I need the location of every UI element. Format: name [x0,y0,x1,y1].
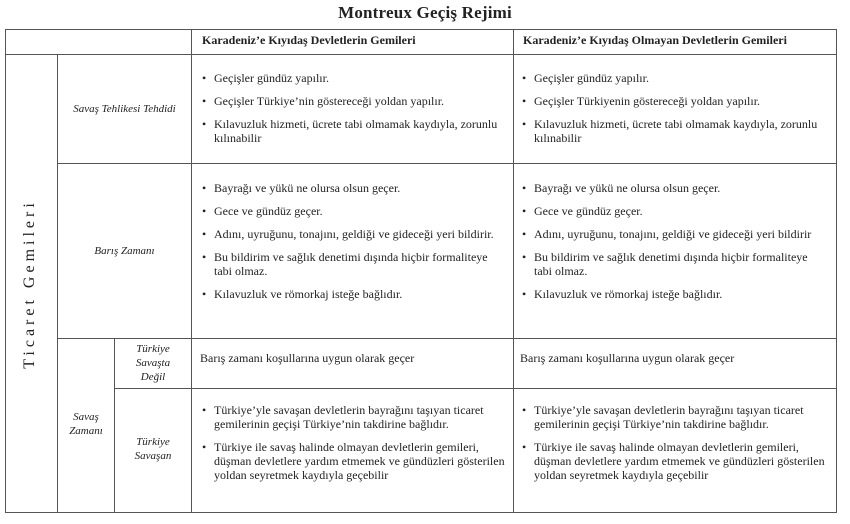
row-label-war-line2: Zamanı [69,425,103,437]
row-label-peace: Barış Zamanı [94,245,155,257]
list-item: • Bayrağı ve yükü ne olursa olsun geçer. [520,181,820,195]
row-label-not-at-war-line1: Türkiye [136,343,170,355]
list-item: • Türkiye’yle savaşan devletlerin bayrağını taşıyan ticaret gemilerinin geçişi Türkiye’nin takdirine bağlıdır. [200,403,506,431]
cell-threat-coastal [200,71,502,154]
list-item: • Geçişler Türkiye’nin göstereceği yoldan yapılır. [200,94,502,108]
row-label-not-at-war-line3: Değil [140,371,166,383]
vertical-label-text: Ticaret Gemileri [21,198,39,369]
list-item: • Geçişler gündüz yapılır. [200,71,502,85]
row-label-at-war-line1: Türkiye [136,436,170,448]
cell-threat-noncoastal [520,71,826,154]
row-label-at-war-line2: Savaşan [134,450,172,462]
header-noncoastal: Karadeniz’e Kıyıdaş Olmayan Devletlerin Gemileri [523,33,787,47]
col-divider-vertical-label [57,54,58,513]
list-item: • Adını, uyruğunu, tonajını, geldiği ve gideceği yeri bildirir. [200,227,500,241]
header-divider [5,54,837,55]
list-item: • Geçişler gündüz yapılır. [520,71,826,85]
list-item: • Adını, uyruğunu, tonajını, geldiği ve gideceği yeri bildirir [520,227,820,241]
row-divider-peace [57,338,837,339]
cell-at-war-coastal [200,403,506,491]
cell-peace-noncoastal [520,181,820,310]
cell-at-war-noncoastal [520,403,826,491]
col-divider-middle [513,29,514,513]
header-coastal: Karadeniz’e Kıyıdaş Devletlerin Gemileri [202,33,416,47]
list-item: • Kılavuzluk ve römorkaj isteğe bağlıdır. [520,287,820,301]
list-item: • Kılavuzluk hizmeti, ücrete tabi olmamak kaydıyla, zorunlu kılınabilir [520,117,826,145]
list-item: • Kılavuzluk ve römorkaj isteğe bağlıdır. [200,287,500,301]
cell-not-at-war-coastal: Barış zamanı koşullarına uygun olarak geçer [200,351,415,365]
row-label-at-war [115,435,191,463]
row-label-war-line1: Savaş [73,411,99,423]
page-title: Montreux Geçiş Rejimi [338,3,512,22]
list-item: • Bu bildirim ve sağlık denetimi dışında hiçbir formaliteye tabi olmaz. [200,250,500,278]
list-item: • Gece ve gündüz geçer. [200,204,500,218]
list-item: • Bayrağı ve yükü ne olursa olsun geçer. [200,181,500,195]
list-item: • Geçişler Türkiyenin göstereceği yoldan yapılır. [520,94,826,108]
list-item: • Kılavuzluk hizmeti, ücrete tabi olmamak kaydıyla, zorunlu kılınabilir [200,117,502,145]
row-label-not-at-war-line2: Savaşta [135,357,171,369]
row-divider-war-sub [114,388,837,389]
list-item: • Türkiye ile savaş halinde olmayan devletlerin gemileri, düşman devletlere yardım etmemek ve gündüzleri gösterilen yoldan seyretmek kaydıyla geçebilir [200,440,506,482]
row-label-war [58,410,114,438]
row-label-threat: Savaş Tehlikesi Tehdidi [73,103,176,115]
cell-not-at-war-noncoastal: Barış zamanı koşullarına uygun olarak geçer [520,351,735,365]
list-item: • Türkiye’yle savaşan devletlerin bayrağını taşıyan ticaret gemilerinin geçişi Türkiye’nin takdirine bağlıdır. [520,403,826,431]
row-divider-threat [57,163,837,164]
vertical-label [10,54,50,513]
list-item: • Türkiye ile savaş halinde olmayan devletlerin gemileri, düşman devletlere yardım etmemek ve gündüzleri gösterilen yoldan seyretmek kaydıyla geçebilir [520,440,826,482]
list-item: • Gece ve gündüz geçer. [520,204,820,218]
col-divider-label [191,29,192,513]
cell-peace-coastal [200,181,500,310]
row-label-not-at-war [115,342,191,384]
list-item: • Bu bildirim ve sağlık denetimi dışında hiçbir formaliteye tabi olmaz. [520,250,820,278]
